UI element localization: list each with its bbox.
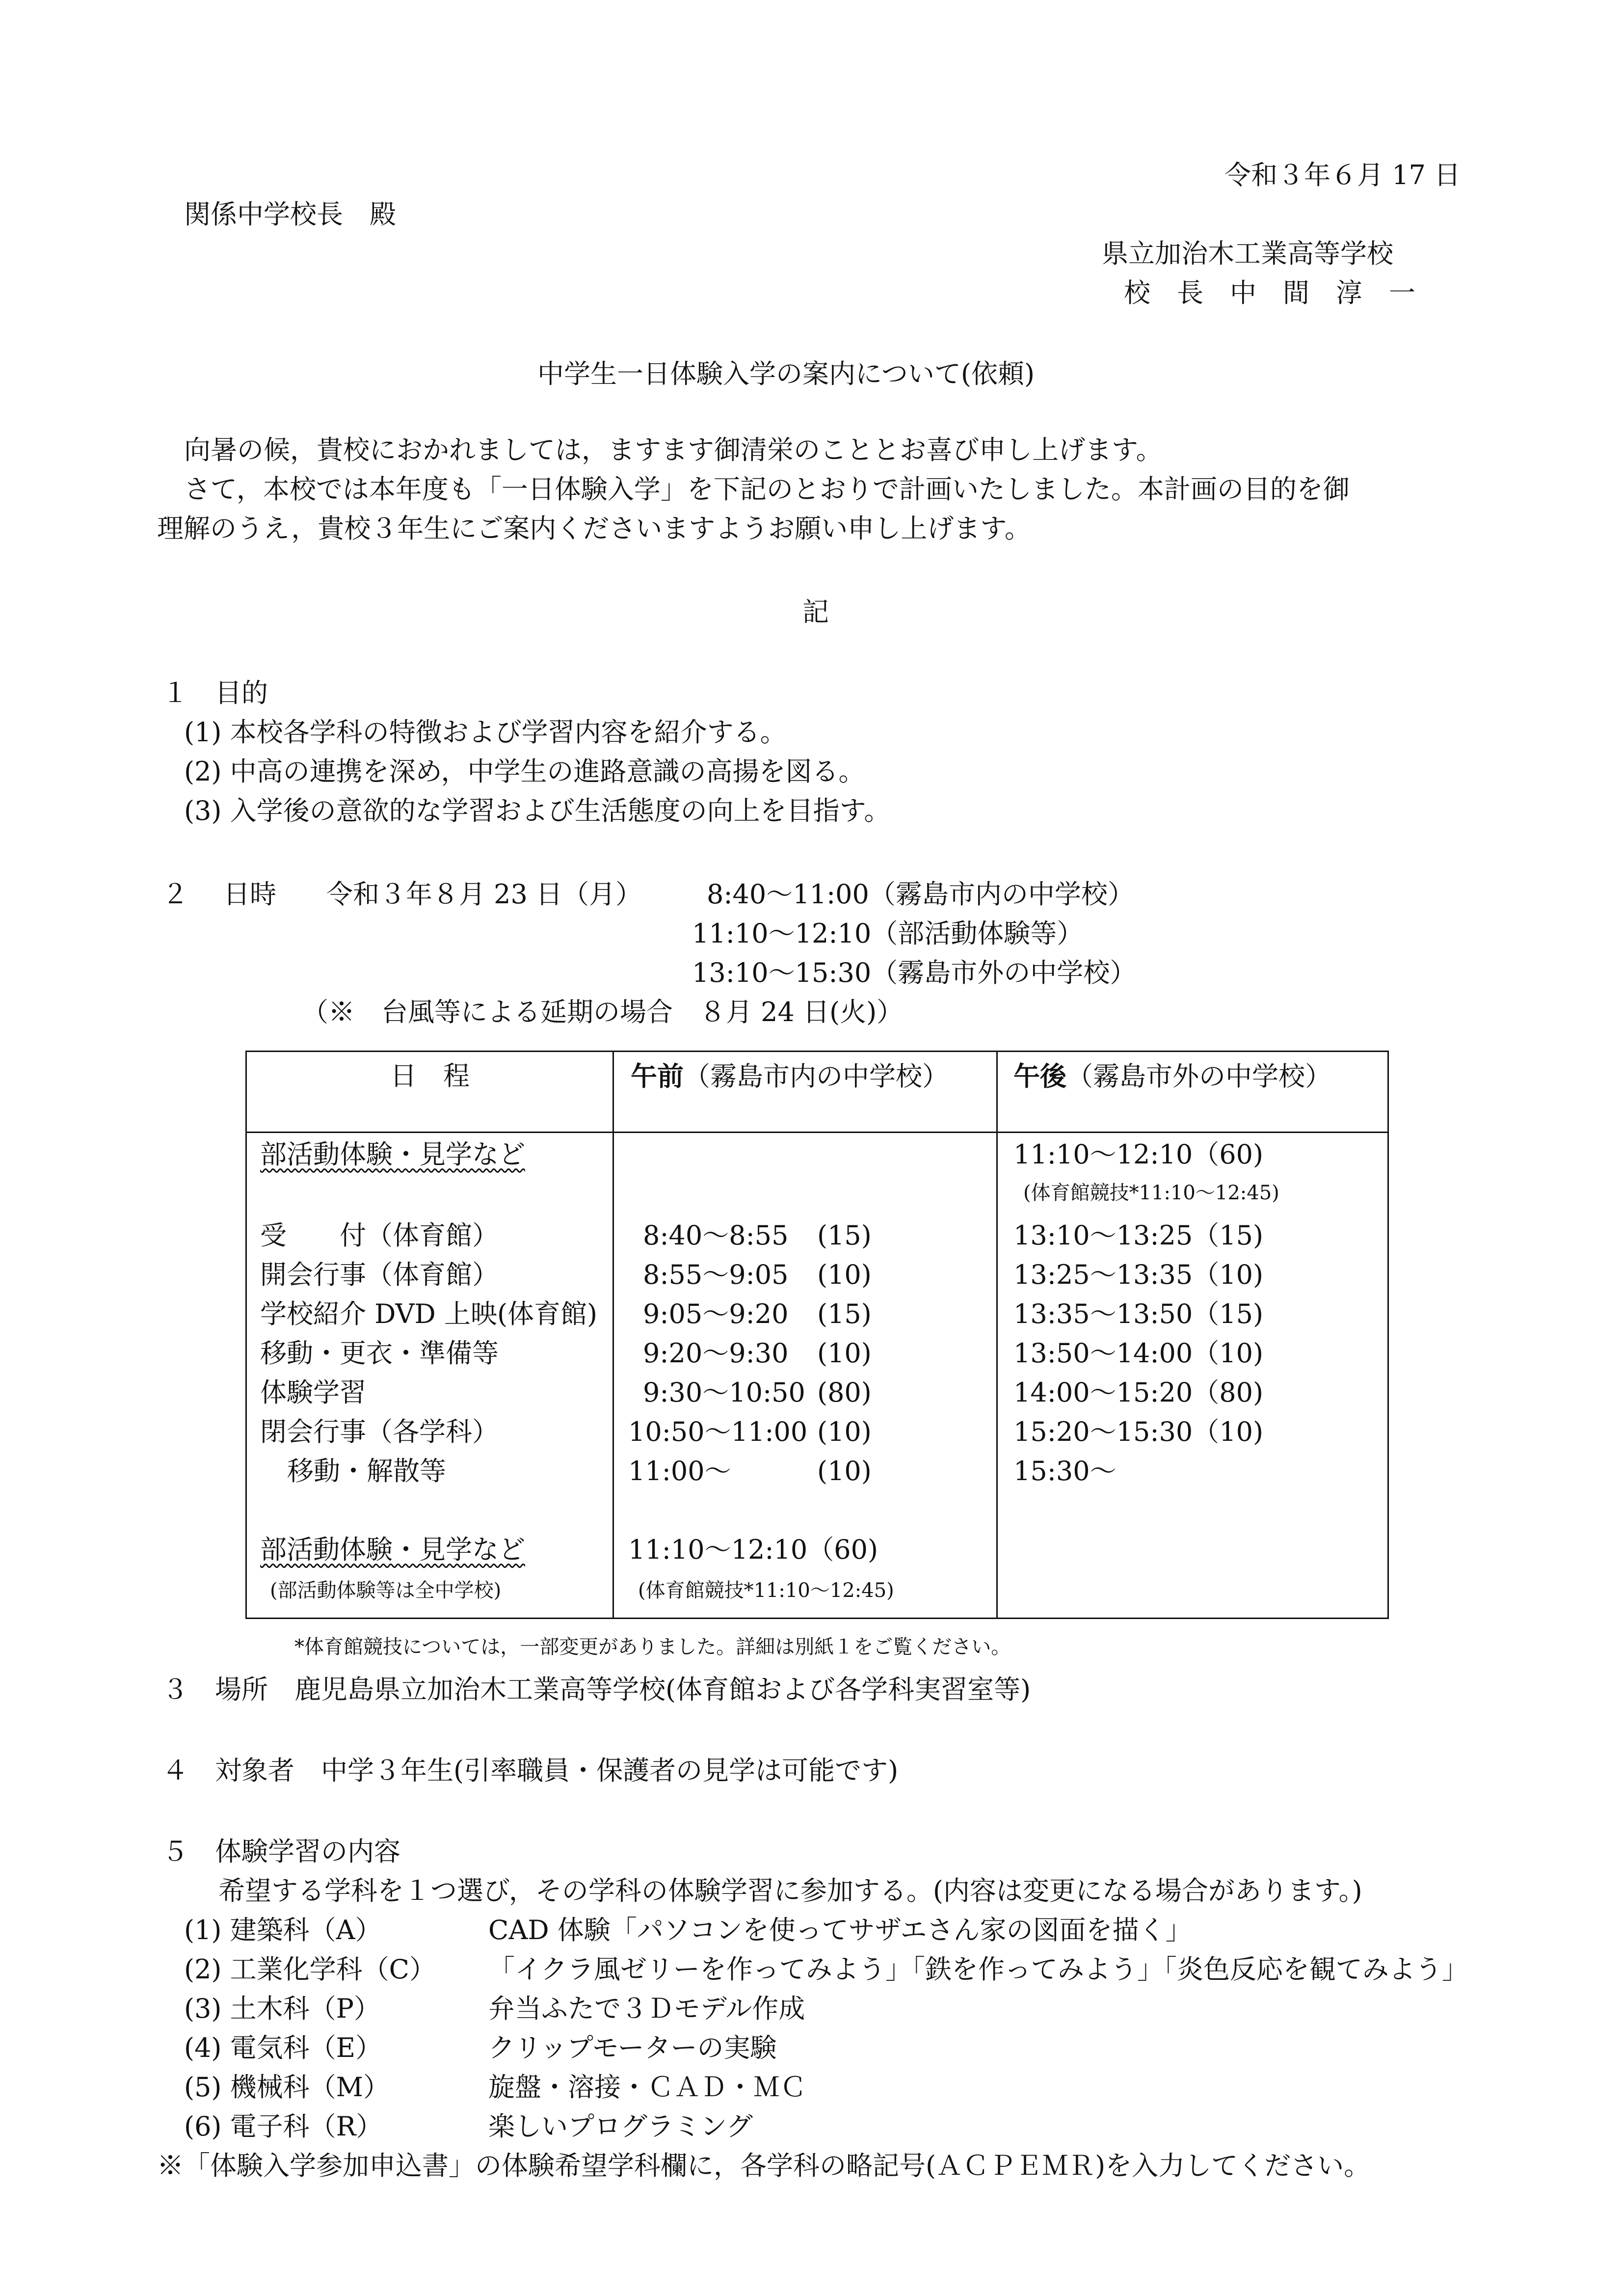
purpose-item-2: (2) 中高の連携を深め，中学生の進路意識の高揚を図る。 [184,756,865,787]
dept-name: (2) 工業化学科（C） [184,1954,436,1985]
table-row-label: 学校紹介 DVD 上映(体育館) [260,1298,598,1329]
table-row-pm: 13:10～13:25（15) [1013,1220,1264,1251]
dept-name: (4) 電気科（E） [184,2032,382,2063]
table-header-pm-desc: （霧島市外の中学校） [1066,1061,1331,1092]
dept-activity: 旋盤・溶接・ＣＡＤ・ＭＣ [488,2072,806,2103]
dept-activity: 弁当ふたで３Ｄモデル作成 [488,1993,805,2024]
application-note: ※「体験入学参加申込書」の体験希望学科欄に，各学科の略記号(ＡＣＰＥＭＲ)を入力してください。 [157,2150,1371,2181]
table-row-am: 8:40～8:55 [643,1220,789,1251]
table-row-pm: 15:20～15:30（10) [1013,1416,1264,1447]
dept-name: (1) 建築科（A） [184,1915,382,1945]
table-row-am: 10:50～11:00 [628,1416,808,1447]
table-row-club-bottom-am: 11:10～12:10（60) [628,1534,878,1565]
table-header-am-desc: （霧島市内の中学校） [684,1061,949,1092]
table-row-pm: 13:25～13:35（10) [1013,1259,1264,1290]
dept-name: (6) 電子科（R） [184,2111,383,2142]
section-4-target: ４ 対象者 中学３年生(引率職員・保護者の見学は可能です) [162,1755,899,1786]
dept-activity: クリップモーターの実験 [488,2032,777,2063]
table-header-pm-label: 午後 [1013,1060,1066,1092]
table-row-am-minutes: (10) [817,1338,872,1369]
table-border-bottom [245,1618,1389,1619]
table-row-label: 受 付（体育館） [260,1220,499,1251]
request-paragraph-line2: 理解のうえ，貴校３年生にご案内くださいますようお願い申し上げます。 [157,513,1031,544]
table-row-pm: 14:00～15:20（80) [1013,1377,1264,1408]
purpose-item-3: (3) 入学後の意欲的な学習および生活態度の向上を目指す。 [184,795,891,826]
sender-principal: 校 長 中 間 淳 一 [1124,277,1415,308]
table-border-right [1387,1051,1389,1619]
table-row-am-minutes: (10) [817,1416,872,1447]
dept-name: (3) 土木科（P） [184,1993,380,2024]
document-title: 中学生一日体験入学の案内について(依頼) [537,358,1035,389]
postpone-note: （※ 台風等による延期の場合 ８月 24 日(火)） [302,997,904,1027]
table-row-am: 11:00～ [628,1456,731,1486]
section-5-heading: ５ 体験学習の内容 [162,1836,400,1867]
dept-name: (5) 機械科（M） [184,2072,390,2103]
section-1-heading: １ 目的 [162,677,268,708]
table-header-pm [1013,1060,1331,1092]
addressee: 関係中学校長 殿 [184,199,396,230]
time-slot-club: 11:10～12:10（部活動体験等） [692,918,1084,949]
dept-activity: 楽しいプログラミング [488,2111,753,2142]
table-row-am-minutes: (10) [817,1259,872,1290]
table-border-top [245,1051,1389,1052]
event-date: 令和３年８月 23 日（月） [326,879,642,910]
table-row-club-top-label: 部活動体験・見学など [260,1139,525,1170]
table-row-label: 移動・解散等 [287,1456,446,1486]
document-date: 令和３年６月 17 日 [1224,160,1461,190]
table-row-am: 8:55～9:05 [643,1259,789,1290]
table-header-am [631,1060,949,1092]
table-divider-2 [996,1051,998,1619]
table-row-pm: 13:50～14:00（10) [1013,1338,1264,1369]
table-row-club-top-pm-note: (体育館競技*11:10～12:45) [1023,1182,1279,1204]
table-header-schedule: 日 程 [390,1060,470,1091]
table-row-pm: 15:30～ [1013,1456,1117,1486]
purpose-item-1: (1) 本校各学科の特徴および学習内容を紹介する。 [184,717,787,748]
time-slot-pm: 13:10～15:30（霧島市外の中学校） [692,957,1137,988]
table-row-am: 9:30～10:50 [643,1377,805,1408]
request-paragraph-line1: さて，本校では本年度も「一日体験入学」を下記のとおりで計画いたしました。本計画の目的を御 [184,474,1350,505]
table-divider-1 [612,1051,614,1619]
table-row-am-minutes: (15) [817,1220,872,1251]
table-footnote: *体育館競技については，一部変更がありました。詳細は別紙１をご覧ください。 [294,1636,1011,1658]
table-row-label: 移動・更衣・準備等 [260,1338,499,1369]
table-row-label: 開会行事（体育館） [260,1259,499,1290]
table-row-am-minutes: (10) [817,1456,872,1486]
table-row-club-bottom-am-note: (体育館競技*11:10～12:45) [638,1579,894,1602]
table-row-club-bottom-note: (部活動体験等は全中学校) [270,1579,502,1602]
section-3-location: ３ 場所 鹿児島県立加治木工業高等学校(体育館および各学科実習室等) [162,1674,1031,1705]
table-row-label: 体験学習 [260,1377,366,1408]
table-border-left [245,1051,247,1619]
table-border-header [245,1132,1389,1133]
table-row-am: 9:20～9:30 [643,1338,789,1369]
sender-school: 県立加治木工業高等学校 [1102,238,1393,269]
ki-mark: 記 [802,596,829,627]
table-row-label: 閉会行事（各学科） [260,1416,499,1447]
table-row-club-bottom-label: 部活動体験・見学など [260,1534,525,1565]
dept-activity: CAD 体験「パソコンを使ってサザエさん家の図面を描く」 [488,1915,1192,1945]
table-row-am-minutes: (80) [817,1377,872,1408]
section-2-heading: ２ 日時 [162,879,277,910]
table-row-am: 9:05～9:20 [643,1298,789,1329]
table-row-club-top-pm: 11:10～12:10（60) [1013,1139,1264,1170]
greeting-paragraph: 向暑の候，貴校におかれましては，ますます御清栄のこととお喜び申し上げます。 [184,434,1163,465]
time-slot-am: 8:40～11:00（霧島市内の中学校） [707,879,1134,910]
table-header-am-label: 午前 [631,1060,684,1092]
table-row-pm: 13:35～13:50（15) [1013,1298,1264,1329]
table-row-am-minutes: (15) [817,1298,872,1329]
dept-activity: 「イクラ風ゼリーを作ってみよう」「鉄を作ってみよう」「炎色反応を観てみよう」 [488,1954,1468,1985]
section-5-intro: 希望する学科を１つ選び，その学科の体験学習に参加する。(内容は変更になる場合があります。) [218,1875,1362,1906]
